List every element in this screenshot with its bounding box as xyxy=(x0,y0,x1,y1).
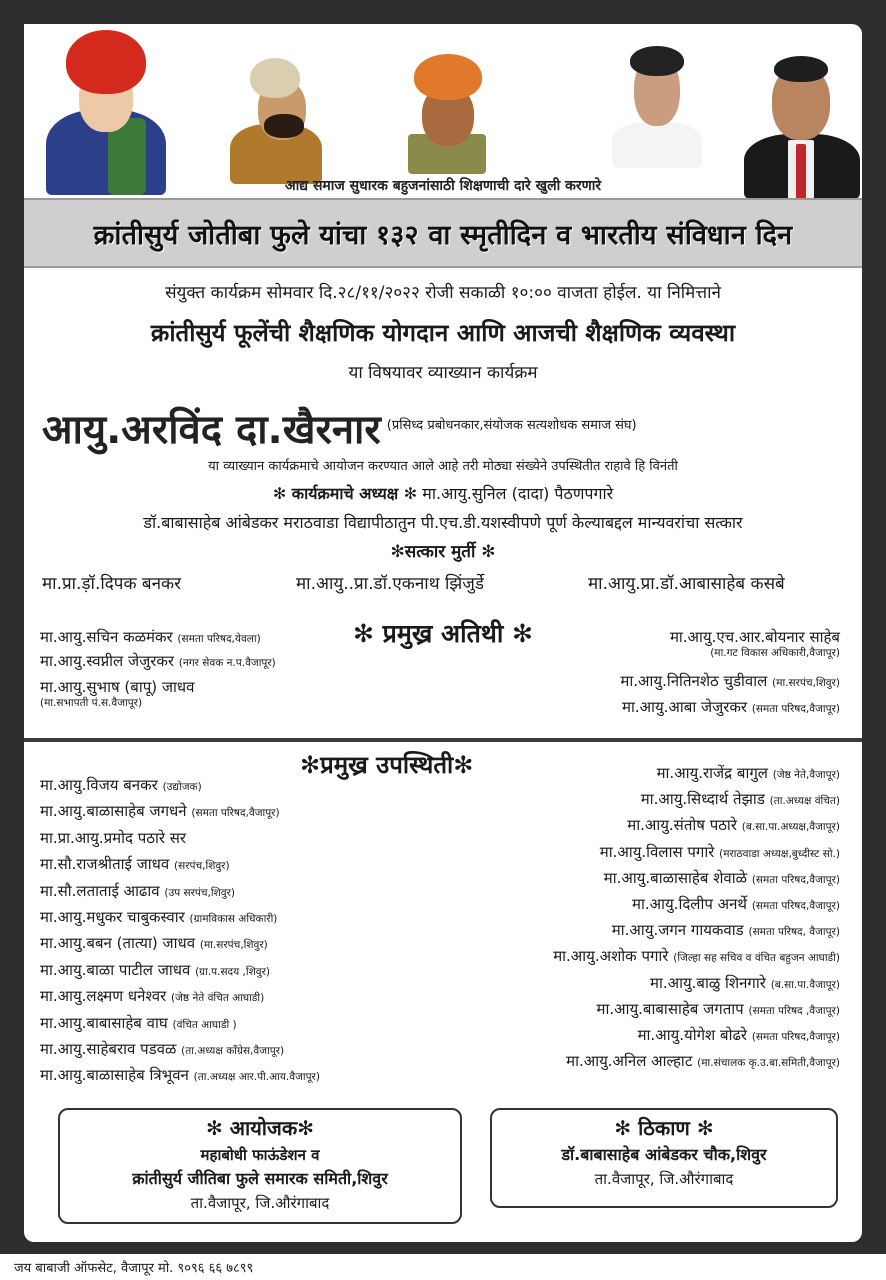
organizer-address: ता.वैजापूर, जि.औरंगाबाद xyxy=(190,1194,330,1212)
page-title: क्रांतीसुर्य जोतीबा फुले यांचा १३२ वा स्मृतीदिन व भारतीय संविधान दिन xyxy=(93,219,793,251)
organizer-line: क्रांतीसुर्य जीतिबा फुले समारक समिती,शिवुर xyxy=(132,1169,388,1188)
list-item: मा.आयु.मधुकर चाबुकस्वार (ग्रामविकास अधिकारी) xyxy=(40,907,278,926)
list-item: मा.आयु.सुभाष (बापू) जाधव (मा.सभापती पं.स.वैजापूर) xyxy=(40,678,195,709)
list-item: मा.आयु.आबा जेजुरकर (समता परिषद,वैजापूर) xyxy=(622,698,840,716)
list-item: मा.आयु.एच.आर.बोयनार साहेब (मा.गट विकास अधिकारी,वैजापूर) xyxy=(669,628,840,659)
list-item: मा.सौ.लताताई आढाव (उप सरपंच,शिवुर) xyxy=(40,881,235,900)
request-line: या व्याख्यान कार्यक्रमाचे आयोजन करण्यात आले आहे तरी मोठ्या संख्येने उपस्थितीत राहावे हि विनंती xyxy=(208,459,678,474)
portrait-row xyxy=(24,24,862,199)
list-item: मा.आयु.विलास पगारे (मराठवाडा अध्यक्ष,बुध्दीस्ट सो.) xyxy=(599,842,840,861)
speaker xyxy=(42,400,862,455)
portrait-3 xyxy=(408,54,486,174)
list-item: मा.आयु.बाळु शिनगारे (ब.सा.पा.वैजापूर) xyxy=(649,973,840,992)
venue-location: डॉ.बाबासाहेब आंबेडकर चौक,शिवुर xyxy=(561,1145,767,1164)
tagline: आद्य समाज सुधारक बहुजनांसाठी शिक्षणाची दारे खुली करणारे xyxy=(284,178,602,194)
section-divider xyxy=(24,738,862,742)
portrait-1 xyxy=(46,30,166,195)
organizer-line: महाबोधी फाऊंडेशन व xyxy=(200,1146,320,1164)
felicitation-heading: ✻सत्कार मुर्ती ✻ xyxy=(390,542,496,562)
list-item: मा.आयु.स्वप्नील जेजुरकर (नगर सेवक न.प.वैजापूर) xyxy=(40,652,276,670)
list-item: मा.आयु.बाळासाहेब त्रिभूवन (ता.अध्यक्ष आर.पी.आय.वैजापूर) xyxy=(40,1066,320,1085)
venue-box xyxy=(490,1108,838,1208)
list-item: मा.आयु.अनिल आल्हाट (मा.संचालक कृ.उ.बा.समिती,वैजापूर) xyxy=(566,1052,840,1071)
list-item: मा.आयु.बबन (तात्या) जाधव (मा.सरपंच,शिवुर) xyxy=(40,934,268,953)
portrait-2 xyxy=(220,54,330,184)
list-item: मा.आयु.बाबासाहेब जगताप (समता परिषद ,वैजापूर) xyxy=(596,999,840,1018)
felicitation-names xyxy=(24,571,862,597)
chief-guests-heading: ✻ प्रमुख्र अतिथी ✻ xyxy=(353,619,533,648)
list-item: मा.सौ.राजश्रीताई जाधव (सरपंच,शिवुर) xyxy=(40,855,230,874)
list-item: मा.आयु.सिध्दार्थ तेझाड (ता.अध्यक्ष वंचित) xyxy=(640,790,840,809)
list-item: मा.आयु.बाळासाहेब शेवाळे (समता परिषद,वैजापूर) xyxy=(603,868,840,887)
chief-guests-right xyxy=(620,628,840,718)
date-line: संयुक्त कार्यक्रम सोमवार दि.२८/११/२०२२ रोजी सकाळी १०:०० वाजता होईल. या निमित्ताने xyxy=(165,283,721,303)
list-item: मा.आयु.लक्ष्मण धनेश्वर (जेष्ठ नेते वंचित आघाडी) xyxy=(40,987,265,1006)
list-item: मा.प्रा.आयु.प्रमोद पठारे सर xyxy=(40,828,187,847)
list-item: मा.आयु.बाबासाहेब वाघ (वंचित आघाडी ) xyxy=(40,1013,237,1032)
felicitation-name: मा.प्रा.ड़ॉ.दिपक बनकर xyxy=(42,574,182,594)
felicitation-name: मा.आयु.प्रा.डॉ.आबासाहेब कसबे xyxy=(588,574,785,594)
felicitation-name: मा.आयु..प्रा.डॉ.एकनाथ झिंजुर्डे xyxy=(296,574,484,594)
chief-guests-left xyxy=(40,628,276,710)
list-item: मा.आयु.साहेबराव पडवळ (ता.अध्यक्ष काँग्रेस,वैजापूर) xyxy=(40,1039,285,1058)
venue-address: ता.वैजापूर, जि.औरंगाबाद xyxy=(594,1170,734,1188)
list-item: मा.आयु.अशोक पगारे (जिल्हा सह सचिव व वंचित बहुजन आघाडी) xyxy=(553,947,840,966)
portrait-4 xyxy=(612,38,702,168)
list-item: मा.आयु.सचिन कळमंकर (समता परिषद,येवला) xyxy=(40,628,261,646)
venue-heading: ✻ ठिकाण ✻ xyxy=(614,1116,714,1140)
presence-right xyxy=(553,760,840,1074)
list-item: मा.आयु.संतोष पठारे (ब.सा.पा.अध्यक्ष,वैजापूर) xyxy=(627,816,840,835)
president-label: ✻ कार्यक्रमाचे अध्यक्ष ✻ xyxy=(272,484,418,503)
event-poster xyxy=(24,24,862,1242)
organizers-box xyxy=(58,1108,462,1224)
president-name: मा.आयु.सुनिल (दादा) पैठणपगारे xyxy=(422,484,614,503)
honor-line: डॉ.बाबासाहेब आंबेडकर मराठवाडा विद्यापीठातुन पी.एच.डी.यशस्वीपणे पूर्ण केल्याबद्दल मान्यवरांचा सत्कार xyxy=(143,513,743,532)
subject-line: या विषयावर व्याख्यान कार्यक्रम xyxy=(348,363,538,383)
list-item: मा.आयु.दिलीप अनर्थे (समता परिषद,वैजापूर) xyxy=(632,894,840,913)
list-item: मा.आयु.नितिनशेठ चुडीवाल (मा.सरपंच,शिवुर) xyxy=(620,672,840,690)
list-item: मा.आयु.योगेश बोढरे (समता परिषद,वैजापूर) xyxy=(637,1025,840,1044)
list-item: मा.आयु.विजय बनकर (उद्योजक) xyxy=(40,776,202,794)
president-line xyxy=(24,482,862,504)
list-item: मा.आयु.बाळा पाटील जाधव (ग्रा.प.सदय ,शिवुर) xyxy=(40,960,270,979)
speaker-name: आयु.अरविंद दा.खैरनार xyxy=(42,407,381,453)
list-item: मा.आयु.राजेंद्र बागुल (जेष्ठ नेते,वैजापूर) xyxy=(656,764,840,782)
organizers-heading: ✻ आयोजक✻ xyxy=(206,1116,314,1140)
lecture-topic: क्रांतीसुर्य फूलेंची शैक्षणिक योगदान आणि आजची शैक्षणिक व्यवस्था xyxy=(150,319,736,347)
speaker-desc: (प्रसिध्द प्रबोधनकार,संयोजक सत्यशोधक समाज संघ) xyxy=(386,418,637,433)
presence-heading: ✻प्रमुख्र उपस्थिती✻ xyxy=(300,751,474,779)
list-item: मा.आयु.बाळासाहेब जगधने (समता परिषद,वैजापूर) xyxy=(40,802,280,821)
printer-credit: जय बाबाजी ऑफसेट, वैजापूर मो. ९०९६ ६६ ७८९९ xyxy=(0,1254,886,1280)
title-banner xyxy=(24,198,862,268)
list-item: मा.आयु.जगन गायकवाड (समता परिषद, वैजापूर) xyxy=(611,921,840,940)
presence-left xyxy=(40,772,320,1089)
